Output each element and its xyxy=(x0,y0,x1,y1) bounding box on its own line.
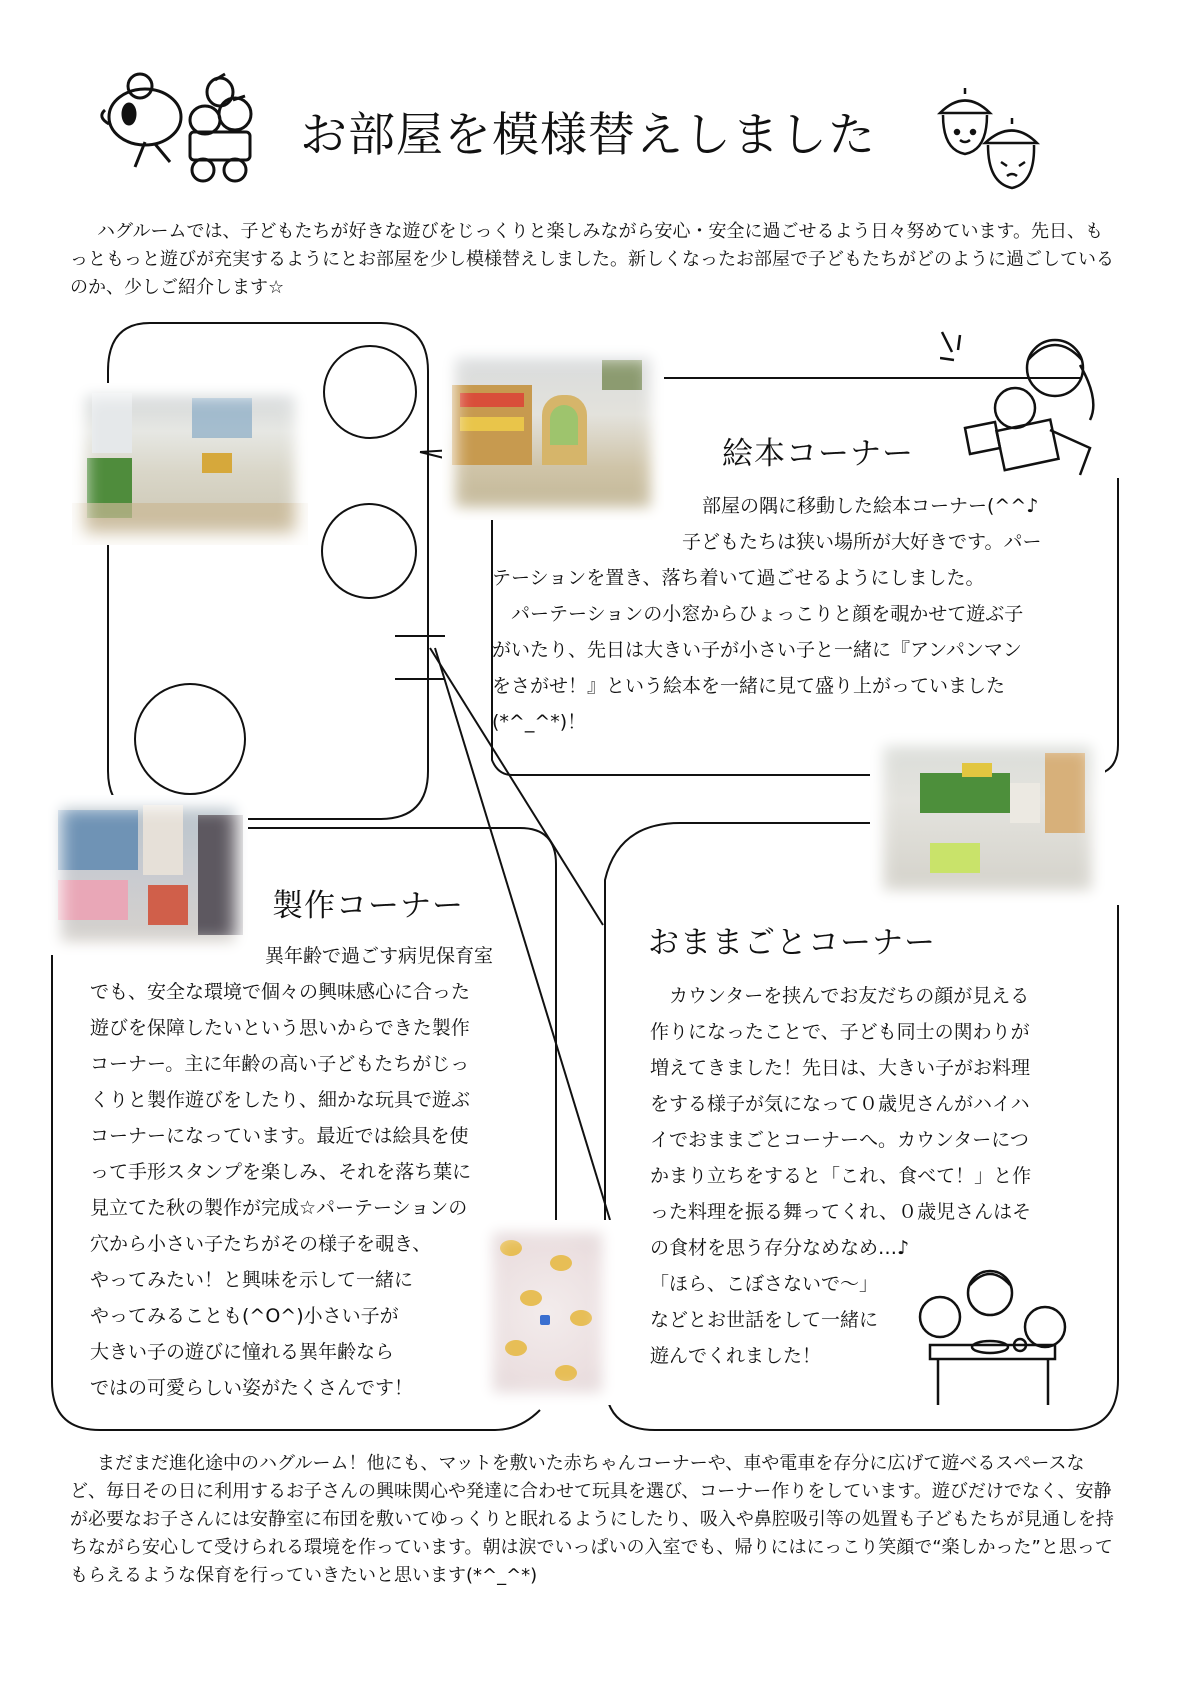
text-line: 作りになったことで、子ども同士の関わりが xyxy=(650,1021,1030,1043)
text-line: かまり立ちをすると「これ、食べて！」と作 xyxy=(650,1165,1032,1187)
frame-circle-middle xyxy=(322,504,416,598)
acorn-illustration xyxy=(935,88,1045,198)
text-line: イでおままごとコーナーへ。カウンターにつ xyxy=(650,1129,1029,1151)
crafting-corner-photo xyxy=(48,795,248,955)
frame-circle-top xyxy=(324,346,416,438)
text-line: 異年齢で過ごす病児保育室 xyxy=(265,945,494,967)
children-eating-illustration xyxy=(910,1265,1070,1415)
text-line: 大きい子の遊びに憧れる異年齢なら xyxy=(90,1341,395,1363)
text-line: の食材を思う存分なめなめ…♪ xyxy=(650,1237,910,1259)
text-line: がいたり、先日は大きい子が小さい子と一緒に『アンパンマン xyxy=(492,639,1022,661)
closing-text: まだまだ進化途中のハグルーム！他にも、マットを敷いた赤ちゃんコーナーや、車や電車を存分に広げて遊べるスペースなど、毎日その日に利用するお子さんの興味関心や発達に合わせて玩具を選び、コーナー作りをしています。遊びだけでなく、安静が必要なお子さんには安静室に布団を敷いてゆっくりと眠れるようにしたり、吸入や鼻腔吸引等の処置も子どもたちが見通しを持ちながら安心して受けられる環境を作っています。朝は涙でいっぱいの入室でも、帰りにはにっこり笑顔で“楽しかった”と思ってもらえるような保育を行っていきたいと思います(*^_^*) xyxy=(70,1453,1114,1586)
crafting-corner-text xyxy=(90,938,530,1406)
text-line: カウンターを挟んでお友だちの顔が見える xyxy=(650,985,1030,1007)
intro-text: ハグルームでは、子どもたちが好きな遊びをじっくりと楽しみながら安心・安全に過ごせるよう日々努めています。先日、もっともっと遊びが充実するようにとお部屋を少し模様替えしました。新しくなったお部屋で子どもたちがどのように過ごしているのか、少しご紹介します☆ xyxy=(70,221,1114,298)
text-line: やってみたい！と興味を示して一緒に xyxy=(90,1269,414,1291)
text-line: って手形スタンプを楽しみ、それを落ち葉に xyxy=(90,1161,472,1183)
text-line: パーテーションの小窓からひょっこりと顔を覗かせて遊ぶ子 xyxy=(492,603,1024,625)
text-line: 子どもたちは狭い場所が大好きです。パー xyxy=(682,531,1042,553)
text-line: 遊んでくれました！ xyxy=(650,1345,822,1367)
mamagoto-corner-photo xyxy=(870,733,1105,903)
room-overview-photo xyxy=(72,383,308,545)
crafting-corner-title: 製作コーナー xyxy=(272,888,464,924)
text-line: 遊びを保障したいという思いからできた製作 xyxy=(90,1017,470,1039)
text-line: (*^_^*)！ xyxy=(492,711,587,733)
text-line: やってみることも(^O^)小さい子が xyxy=(90,1305,399,1327)
text-line: コーナーになっています。最近では絵具を使 xyxy=(90,1125,469,1147)
closing-paragraph xyxy=(70,1450,1120,1590)
text-line: ではの可愛らしい姿がたくさんです！ xyxy=(90,1377,414,1399)
page-title: お部屋を模様替えしました xyxy=(300,108,876,163)
text-line: をする様子が気になって０歳児さんがハイハ xyxy=(650,1093,1030,1115)
text-line: をさがせ！』という絵本を一緒に見て盛り上がっていました xyxy=(492,675,1006,697)
text-line: でも、安全な環境で個々の興味感心に合った xyxy=(90,981,471,1003)
picture-book-corner-title: 絵本コーナー xyxy=(722,436,914,472)
text-line: コーナー。主に年齢の高い子どもたちがじっ xyxy=(90,1053,470,1075)
text-line: った料理を振る舞ってくれ、０歳児さんはそ xyxy=(650,1201,1032,1223)
text-line: 増えてきました！先日は、大きい子がお料理 xyxy=(650,1057,1031,1079)
text-line: 見立てた秋の製作が完成☆パーテーションの xyxy=(90,1197,468,1219)
text-line: 穴から小さい子たちがその様子を覗き、 xyxy=(90,1233,432,1255)
text-line: 「ほら、こぼさないで〜」 xyxy=(650,1273,879,1295)
intro-paragraph xyxy=(70,218,1120,302)
mouse-cart-illustration xyxy=(95,62,265,192)
text-line: などとお世話をして一緒に xyxy=(650,1309,879,1331)
text-line: くりと製作遊びをしたり、細かな玩具で遊ぶ xyxy=(90,1089,471,1111)
reading-children-illustration xyxy=(940,330,1125,480)
text-line: 部屋の隅に移動した絵本コーナー(^^♪ xyxy=(702,495,1039,517)
picture-book-corner-text xyxy=(492,488,1087,740)
mamagoto-corner-title: おままごとコーナー xyxy=(648,925,936,961)
text-line: テーションを置き、落ち着いて過ごせるようにしました。 xyxy=(492,567,985,589)
frame-circle-bottom xyxy=(135,684,245,794)
